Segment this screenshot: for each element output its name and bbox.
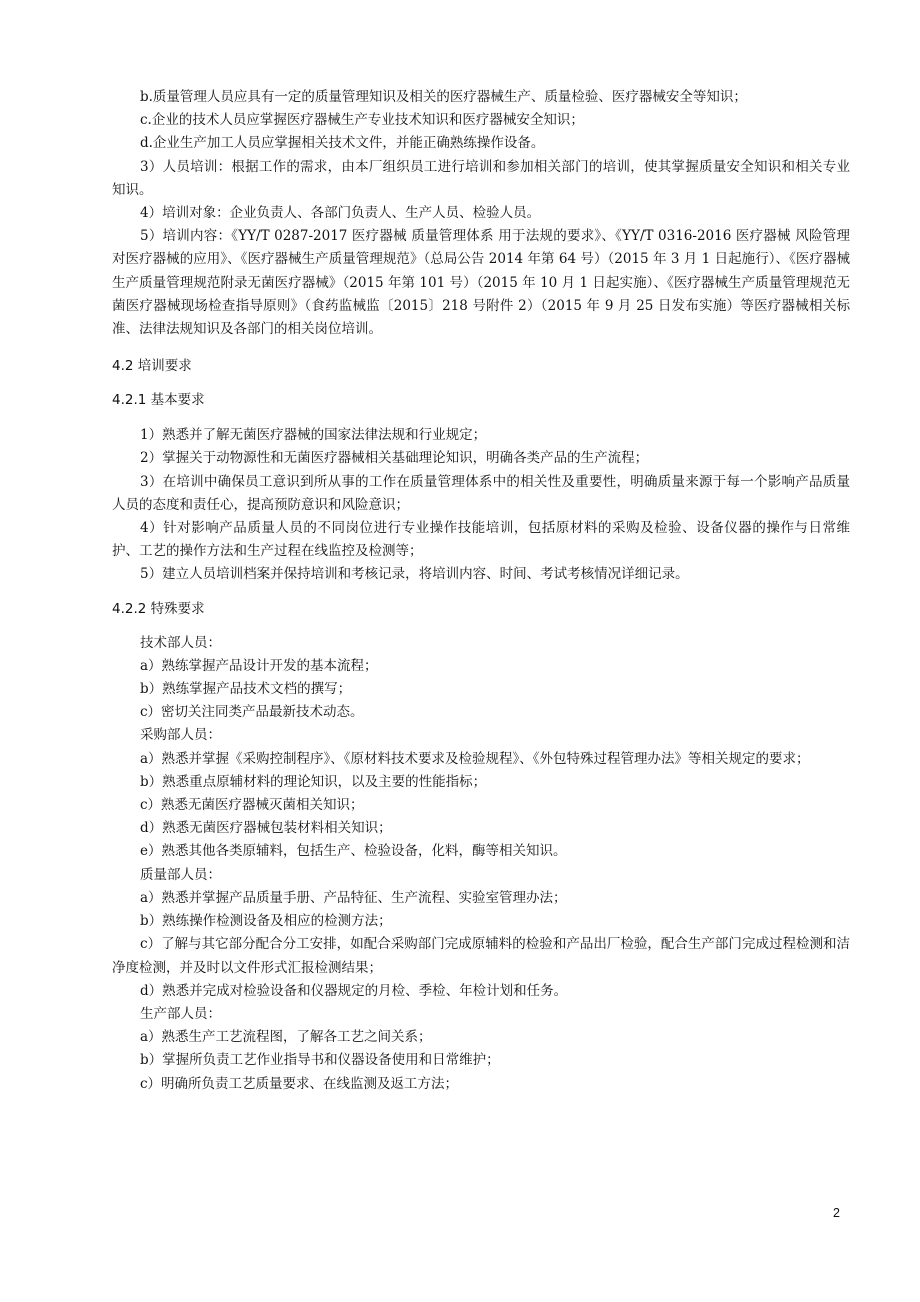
list-item: 采购部人员： bbox=[140, 727, 221, 744]
list-item: 生产部人员： bbox=[140, 1005, 221, 1022]
paragraph: c.企业的技术人员应掌握医疗器械生产专业技术知识和医疗器械安全知识； bbox=[140, 112, 584, 129]
list-item: c）熟悉无菌医疗器械灭菌相关知识； bbox=[140, 797, 364, 814]
list-item: 2）掌握关于动物源性和无菌医疗器械相关基础理论知识，明确各类产品的生产流程； bbox=[140, 450, 649, 467]
paragraph: 5）培训内容：《YY/T 0287-2017 医疗器械 质量管理体系 用于法规的要求》、《YY/T 0316-2016 医疗器械 风险管理对医疗器械的应用》、《医疗器械生产质量管理规范》（总局公告 2014 年第 64 号）（2015 年 3 月 1 日起施行）、《医疗器械生产质量管理规范附录无菌医疗器械》（2015 年第 101 号）（2015 年 10 月 1 日起实施）、《医疗器械生产质量管理规范无菌医疗器械现场检查指导原则》（食药监械监〔2015〕218 号附件 2）（2015 年 9 月 25 日发布实施）等医疗器械相关标准、法律法规知识及各部门的相关岗位培训。 bbox=[112, 228, 850, 338]
list-item: a）熟悉生产工艺流程图，了解各工艺之间关系； bbox=[140, 1029, 432, 1046]
list-item: d）熟悉并完成对检验设备和仪器规定的月检、季检、年检计划和任务。 bbox=[140, 982, 568, 999]
list-item: b）掌握所负责工艺作业指导书和仪器设备使用和日常维护； bbox=[140, 1052, 500, 1069]
paragraph: 4）培训对象：企业负责人、各部门负责人、生产人员、检验人员。 bbox=[140, 205, 541, 222]
section-heading-4-2: 4.2 培训要求 bbox=[112, 358, 192, 375]
list-item: 3）在培训中确保员工意识到所从事的工作在质量管理体系中的相关性及重要性，明确质量来源于每一个影响产品质量人员的态度和责任心，提高预防意识和风险意识； bbox=[112, 473, 850, 513]
list-item: a）熟悉并掌握《采购控制程序》、《原材料技术要求及检验规程》、《外包特殊过程管理办法》等相关规定的要求； bbox=[140, 750, 810, 767]
list-item: a）熟练掌握产品设计开发的基本流程； bbox=[140, 657, 378, 674]
paragraph: b.质量管理人员应具有一定的质量管理知识及相关的医疗器械生产、质量检验、医疗器械安全等知识； bbox=[140, 89, 747, 105]
document-page bbox=[112, 86, 850, 1096]
list-item: e）熟悉其他各类原辅料，包括生产、检验设备，化料，酶等相关知识。 bbox=[140, 843, 567, 860]
intro-section bbox=[112, 86, 850, 341]
list-item: 4）针对影响产品质量人员的不同岗位进行专业操作技能培训，包括原材料的采购及检验、设备仪器的操作与日常维护、工艺的操作方法和生产过程在线监控及检测等； bbox=[112, 520, 850, 560]
list-item: 5）建立人员培训档案并保持培训和考核记录，将培训内容、时间、考试考核情况详细记录。 bbox=[140, 566, 689, 583]
list-item: b）熟悉重点原辅材料的理论知识，以及主要的性能指标； bbox=[140, 773, 487, 790]
list-item: c）密切关注同类产品最新技术动态。 bbox=[140, 704, 364, 721]
list-item: 1）熟悉并了解无菌医疗器械的国家法律法规和行业规定； bbox=[140, 427, 487, 444]
list-item: d）熟悉无菌医疗器械包装材料相关知识； bbox=[140, 820, 392, 837]
page-number: 2 bbox=[833, 1206, 840, 1220]
list-item: 质量部人员： bbox=[140, 866, 221, 883]
list-item: a）熟悉并掌握产品质量手册、产品特征、生产流程、实验室管理办法； bbox=[140, 889, 567, 906]
paragraph: d.企业生产加工人员应掌握相关技术文件，并能正确熟练操作设备。 bbox=[140, 135, 545, 152]
paragraph: 3）人员培训：根据工作的需求，由本厂组织员工进行培训和参加相关部门的培训，使其掌握质量安全知识和相关专业知识。 bbox=[112, 158, 850, 198]
list-item: b）熟练掌握产品技术文档的撰写； bbox=[140, 681, 352, 698]
list-item: c）了解与其它部分配合分工安排，如配合采购部门完成原辅料的检验和产品出厂检验，配合生产部门完成过程检测和洁净度检测，并及时以文件形式汇报检测结果； bbox=[112, 936, 850, 976]
basic-requirements-list bbox=[112, 424, 850, 586]
section-heading-4-2-2: 4.2.2 特殊要求 bbox=[112, 600, 205, 617]
special-requirements-list bbox=[112, 632, 850, 1096]
list-item: 技术部人员： bbox=[140, 634, 221, 651]
list-item: b）熟练操作检测设备及相应的检测方法； bbox=[140, 913, 392, 930]
list-item: c）明确所负责工艺质量要求、在线监测及返工方法； bbox=[140, 1075, 459, 1092]
section-heading-4-2-1: 4.2.1 基本要求 bbox=[112, 392, 205, 409]
